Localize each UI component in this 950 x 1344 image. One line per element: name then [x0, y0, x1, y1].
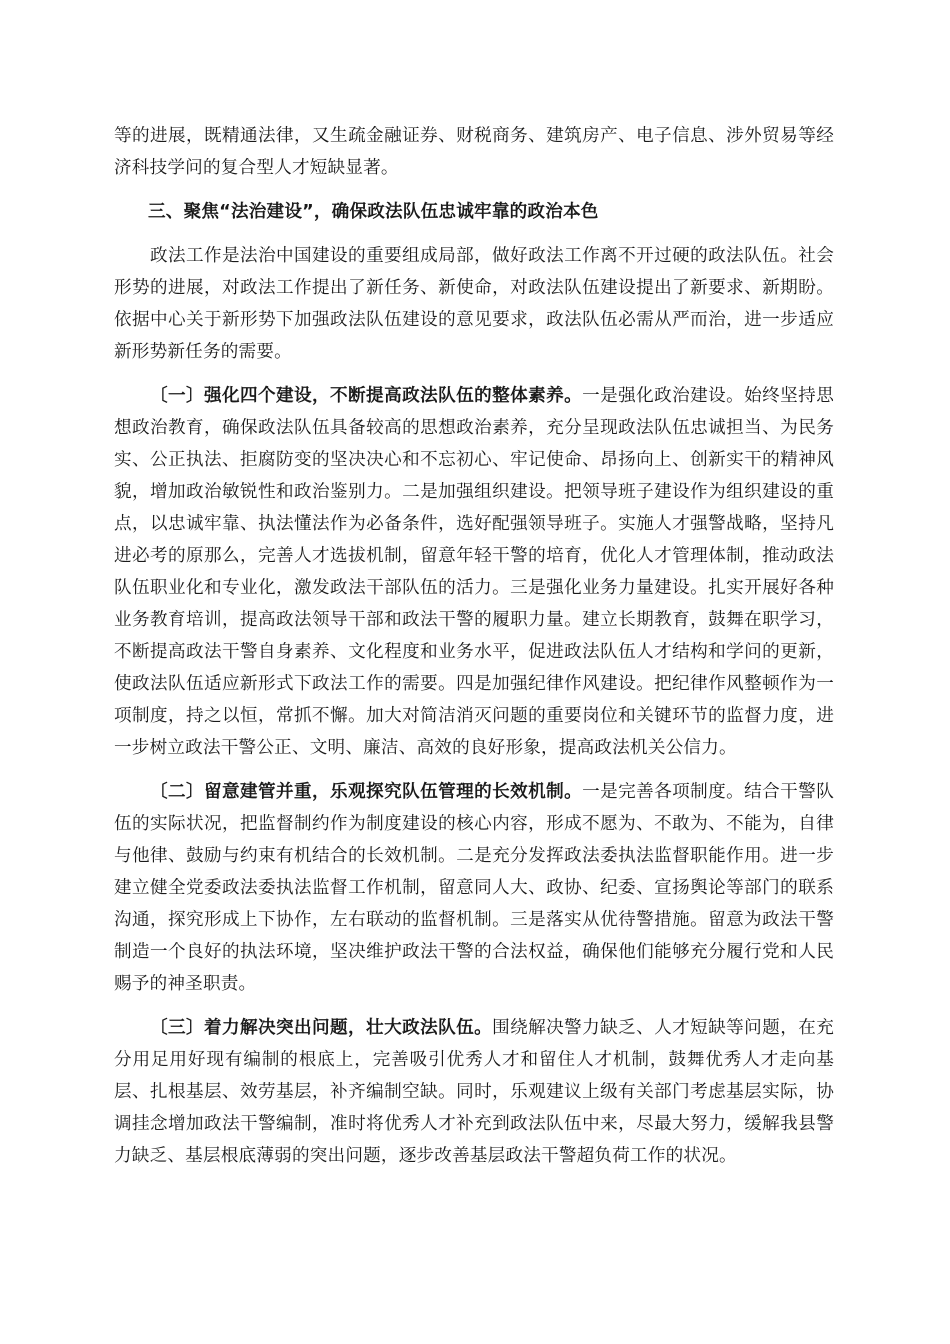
- section-1-body: 一是强化政治建设。始终坚持思想政治教育，确保政法队伍具备较高的思想政治素养，充分呈现政法队伍忠诚担当、为民务实、公正执法、拒腐防变的坚决决心和不忘初心、牢记使命、昂扬向上、创新实干的精神风貌，增加政治敏锐性和政治鉴别力。二是加强组织建设。把领导班子建设作为组织建设的重点，以忠诚牢靠、执法懂法作为必备条件，选好配强领导班子。实施人才强警战略，坚持凡进必考的原那么，完善人才选拔机制，留意年轻干警的培育，优化人才管理体制，推动政法队伍职业化和专业化，激发政法干部队伍的活力。三是强化业务力量建设。扎实开展好各种业务教育培训，提高政法领导干部和政法干警的履职力量。建立长期教育，鼓舞在职学习，不断提高政法干警自身素养、文化程度和业务水平，促进政法队伍人才结构和学问的更新，使政法队伍适应新形式下政法工作的需要。四是加强纪律作风建设。把纪律作风整顿作为一项制度，持之以恒，常抓不懈。加大对简洁消灭问题的重要岗位和关键环节的监督力度，进一步树立政法干警公正、文明、廉洁、高效的良好形象，提高政法机关公信力。: [114, 386, 834, 758]
- paragraph-section-1: [114, 380, 834, 764]
- paragraph-section-3: [114, 1012, 834, 1172]
- section-2-body: 一是完善各项制度。结合干警队伍的实际状况，把监督制约作为制度建设的核心内容，形成不愿为、不敢为、不能为，自律与他律、鼓励与约束有机结合的长效机制。二是充分发挥政法委执法监督职能作用。进一步建立健全党委政法委执法监督工作机制，留意同人大、政协、纪委、宣扬舆论等部门的联系沟通，探究形成上下协作，左右联动的监督机制。三是落实从优待警措施。留意为政法干警制造一个良好的执法环境，坚决维护政法干警的合法权益，确保他们能够充分履行党和人民赐予的神圣职责。: [114, 782, 834, 994]
- section-3-body: 围绕解决警力缺乏、人才短缺等问题，在充分用足用好现有编制的根底上，完善吸引优秀人才和留住人才机制，鼓舞优秀人才走向基层、扎根基层、效劳基层，补齐编制空缺。同时，乐观建议上级有关部门考虑基层实际，协调挂念增加政法干警编制，准时将优秀人才补充到政法队伍中来，尽最大努力，缓解我县警力缺乏、基层根底薄弱的突出问题，逐步改善基层政法干警超负荷工作的状况。: [114, 1018, 834, 1166]
- section-heading: 三、聚焦“法治建设”，确保政法队伍忠诚牢靠的政治本色: [148, 202, 599, 222]
- paragraph-section-2: [114, 776, 834, 1000]
- section-2-lead: 〔二〕留意建管并重，乐观探究队伍管理的长效机制。: [150, 782, 583, 802]
- document-body: [114, 120, 834, 1172]
- section-1-lead: 〔一〕强化四个建设，不断提高政法队伍的整体素养。: [150, 386, 583, 406]
- section-3-lead: 〔三〕着力解决突出问题，壮大政法队伍。: [150, 1018, 493, 1038]
- paragraph-intro: 政法工作是法治中国建设的重要组成局部，做好政法工作离不开过硬的政法队伍。社会形势的进展，对政法工作提出了新任务、新使命，对政法队伍建设提出了新要求、新期盼。依据中心关于新形势下加强政法队伍建设的意见要求，政法队伍必需从严而治，进一步适应新形势新任务的需要。: [114, 246, 834, 362]
- paragraph-continued: 等的进展，既精通法律，又生疏金融证券、财税商务、建筑房产、电子信息、涉外贸易等经济科技学问的复合型人才短缺显著。: [114, 126, 834, 178]
